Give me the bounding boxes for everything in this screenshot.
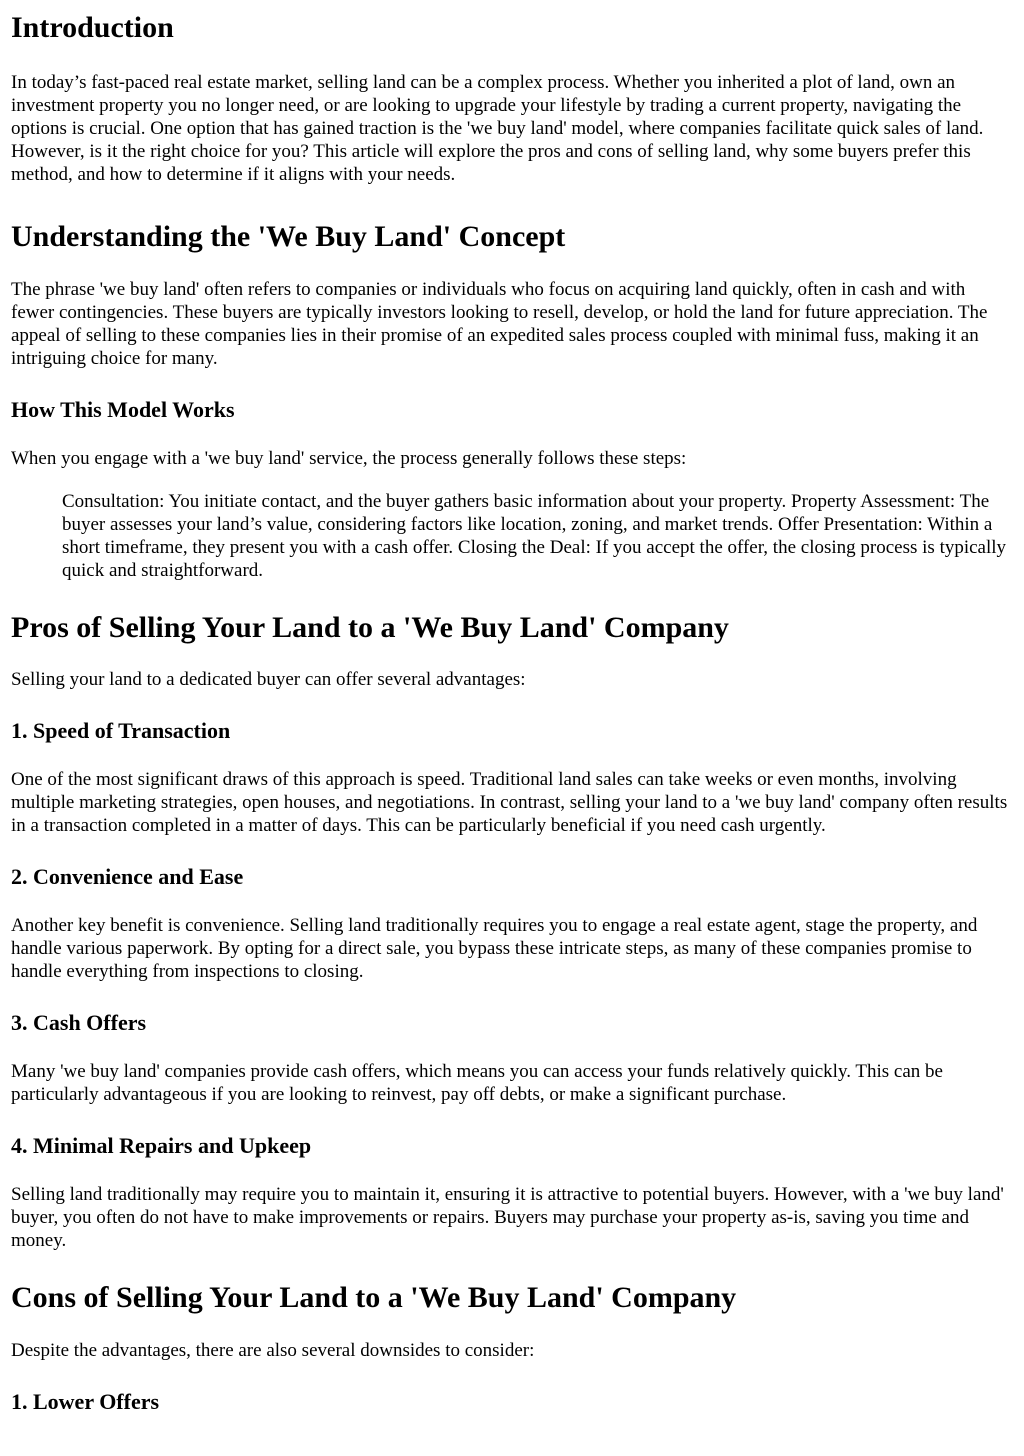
pros-intro: Selling your land to a dedicated buyer can offer several advantages:	[11, 669, 526, 690]
pros-heading: Pros of Selling Your Land to a 'We Buy Land' Company	[11, 611, 729, 644]
pros-item-text: Another key benefit is convenience. Selling land traditionally requires you to engage a real estate agent, stage the property, and handle various paperwork. By opting for a direct sale, you bypass these intricate steps, as many of these companies promise to handle everything from inspections to closing.	[11, 915, 978, 982]
cons-heading: Cons of Selling Your Land to a 'We Buy Land' Company	[11, 1281, 737, 1314]
how-model-works-heading: How This Model Works	[11, 397, 235, 422]
pros-item-text: Many 'we buy land' companies provide cash offers, which means you can access your funds relatively quickly. This can be particularly advantageous if you are looking to reinvest, pay off debts, or make a significant purchase.	[11, 1061, 943, 1105]
pros-item-text: One of the most significant draws of this approach is speed. Traditional land sales can take weeks or even months, involving multiple marketing strategies, open houses, and negotiations. In contrast, selling your land to a 'we buy land' company often results in a transaction completed in a matter of days. This can be particularly beneficial if you need cash urgently.	[11, 769, 1008, 836]
intro-heading: Introduction	[11, 11, 174, 44]
pros-item-title: 1. Speed of Transaction	[11, 718, 231, 743]
concept-paragraph: The phrase 'we buy land' often refers to companies or individuals who focus on acquiring land quickly, often in cash and with fewer contingencies. These buyers are typically investors looking to resell, develop, or hold the land for future appreciation. The appeal of selling to these companies lies in their promise of an expedited sales process coupled with minimal fuss, making it an intriguing choice for many.	[11, 279, 988, 369]
pros-item-title: 3. Cash Offers	[11, 1010, 147, 1035]
pros-item-text: Selling land traditionally may require you to maintain it, ensuring it is attractive to potential buyers. However, with a 'we buy land' buyer, you often do not have to make improvements or repairs. Buyers may purchase your property as-is, saving you time and money.	[11, 1184, 1004, 1251]
steps-list: Consultation: You initiate contact, and the buyer gathers basic information about your property. Property Assessment: The buyer assesses your land’s value, considering factors like location, zoning, and market trends. Offer Presentation: Within a short timeframe, they present you with a cash offer. Closing the Deal: If you accept the offer, the closing process is typically quick and straightforward.	[62, 491, 1007, 581]
cons-intro: Despite the advantages, there are also several downsides to consider:	[11, 1340, 535, 1361]
steps-intro: When you engage with a 'we buy land' service, the process generally follows these steps:	[11, 448, 687, 469]
pros-item-title: 2. Convenience and Ease	[11, 864, 244, 889]
pros-item-title: 4. Minimal Repairs and Upkeep	[11, 1133, 312, 1158]
intro-paragraph: In today’s fast-paced real estate market, selling land can be a complex process. Whether you inherited a plot of land, own an investment property you no longer need, or are looking to upgrade your lifestyle by trading a current property, navigating the options is crucial. One option that has gained traction is the 'we buy land' model, where companies facilitate quick sales of land. However, is it the right choice for you? This article will explore the pros and cons of selling land, why some buyers prefer this method, and how to determine if it aligns with your needs.	[11, 72, 984, 185]
article	[0, 10, 1024, 1415]
cons-item-title: 1. Lower Offers	[11, 1389, 160, 1414]
concept-heading: Understanding the 'We Buy Land' Concept	[11, 220, 566, 253]
